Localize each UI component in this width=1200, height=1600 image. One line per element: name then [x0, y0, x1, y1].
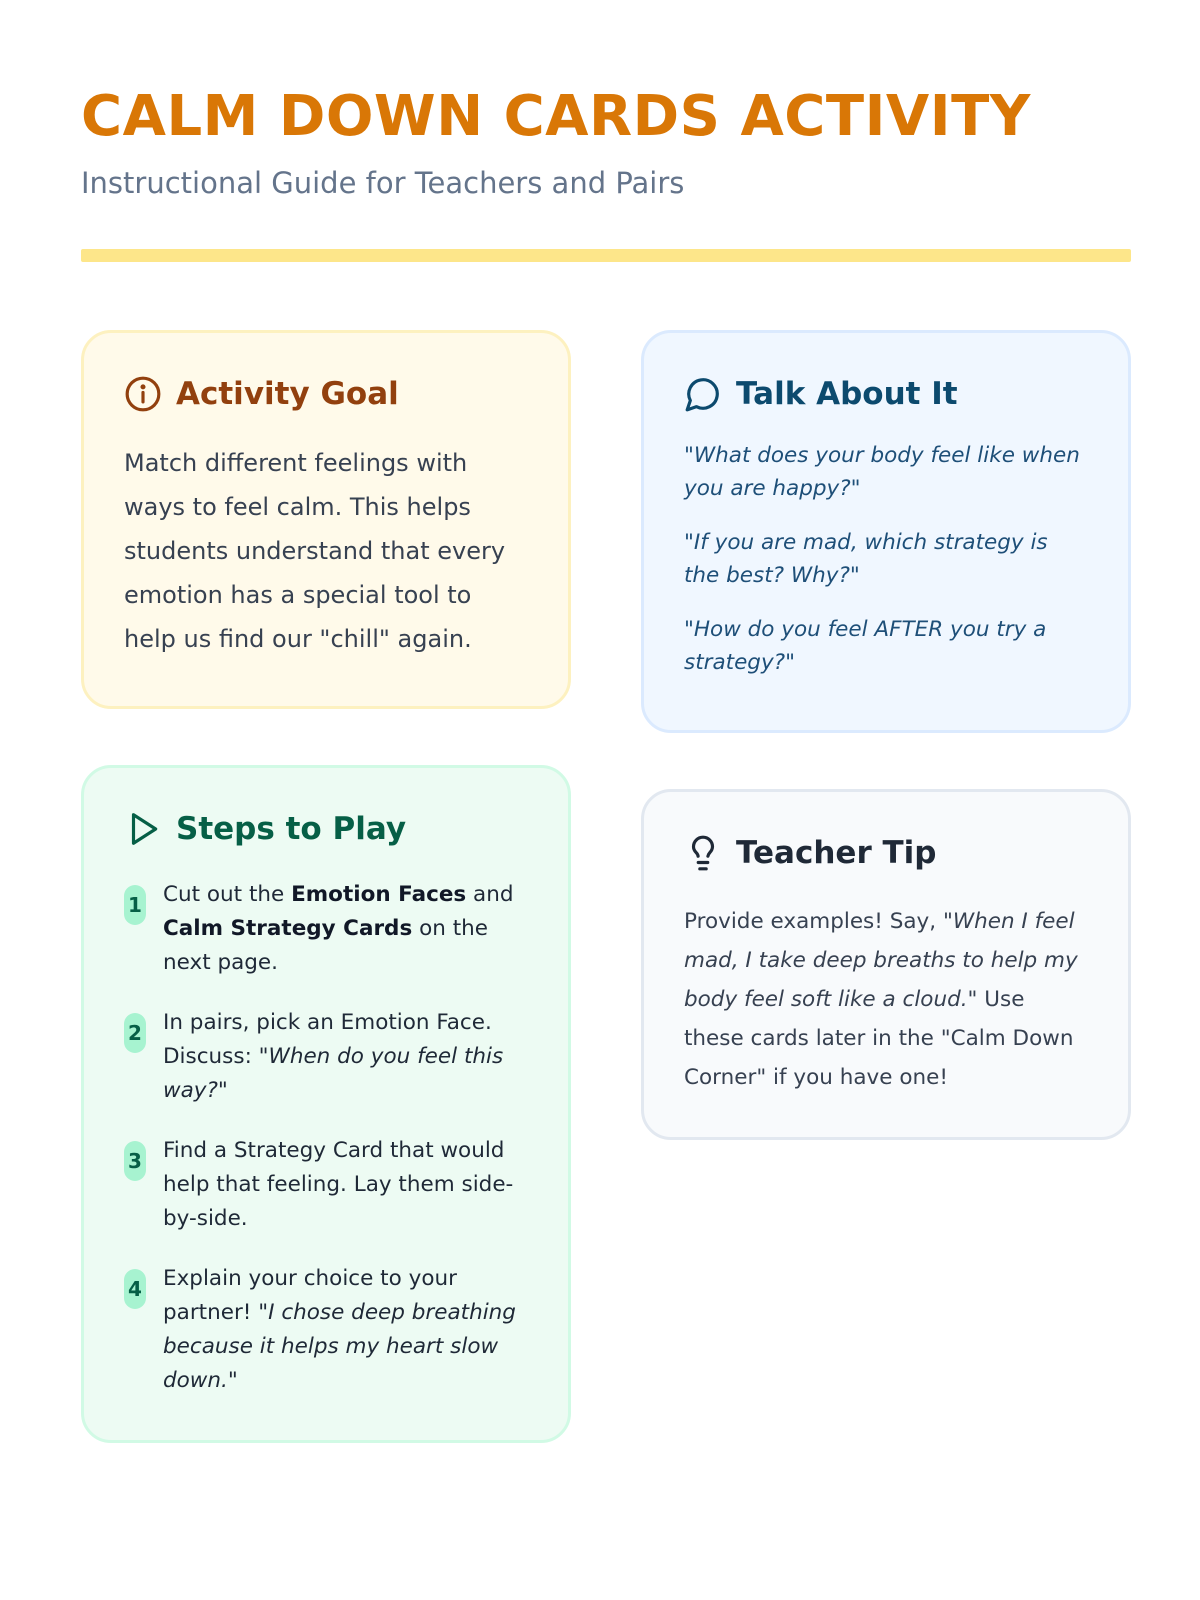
- step-number-badge: 1: [124, 885, 146, 925]
- step-item: [124, 1134, 528, 1236]
- question-item: "How do you feel AFTER you try a strategy?": [684, 617, 1047, 675]
- step-number-badge: 4: [124, 1269, 146, 1309]
- step-text: Find a Strategy Card that would help that feeling. Lay them side-by-side.: [163, 1138, 514, 1231]
- teacher-tip-card: [641, 789, 1131, 1140]
- step-text: Explain your choice to your partner! "I chose deep breathing because it helps my heart slow down.": [163, 1266, 516, 1393]
- step-list: [124, 878, 528, 1398]
- steps-to-play-card: [81, 765, 571, 1443]
- talk-about-it-title: Talk About It: [736, 376, 958, 412]
- teacher-tip-text: Provide examples! Say, "When I feel mad, I take deep breaths to help my body feel soft like a cloud." Use these cards later in the "Calm Down Corner" if you have one!: [684, 909, 1078, 1090]
- activity-goal-header: [124, 375, 528, 413]
- question-item: "What does your body feel like when you are happy?": [684, 443, 1080, 501]
- info-circle-icon: [124, 375, 162, 413]
- step-number-badge: 2: [124, 1013, 146, 1053]
- activity-goal-title: Activity Goal: [176, 376, 399, 412]
- lightbulb-icon: [684, 834, 722, 872]
- page-subtitle: Instructional Guide for Teachers and Pairs: [81, 166, 685, 200]
- talk-about-it-header: [684, 375, 1088, 413]
- title-divider: [81, 249, 1131, 262]
- step-number-badge: 3: [124, 1141, 146, 1181]
- page-title: CALM DOWN CARDS ACTIVITY: [81, 84, 1031, 149]
- activity-goal-text: Match different feelings with ways to feel calm. This helps students understand that every emotion has a special tool to help us find our "chill" again.: [124, 449, 506, 653]
- teacher-tip-title: Teacher Tip: [736, 835, 937, 871]
- question-list: [684, 439, 1088, 679]
- talk-about-it-card: [641, 330, 1131, 733]
- teacher-tip-header: [684, 834, 1088, 872]
- step-item: [124, 1006, 528, 1108]
- speech-bubble-icon: [684, 375, 722, 413]
- step-item: [124, 878, 528, 980]
- play-triangle-icon: [124, 810, 162, 848]
- activity-goal-card: [81, 330, 571, 709]
- step-text: In pairs, pick an Emotion Face. Discuss: "When do you feel this way?": [163, 1010, 504, 1103]
- steps-to-play-title: Steps to Play: [176, 811, 407, 847]
- steps-to-play-header: [124, 810, 528, 848]
- step-item: [124, 1262, 528, 1398]
- question-item: "If you are mad, which strategy is the best? Why?": [684, 530, 1048, 588]
- step-text: Cut out the Emotion Faces and Calm Strategy Cards on the next page.: [163, 882, 514, 975]
